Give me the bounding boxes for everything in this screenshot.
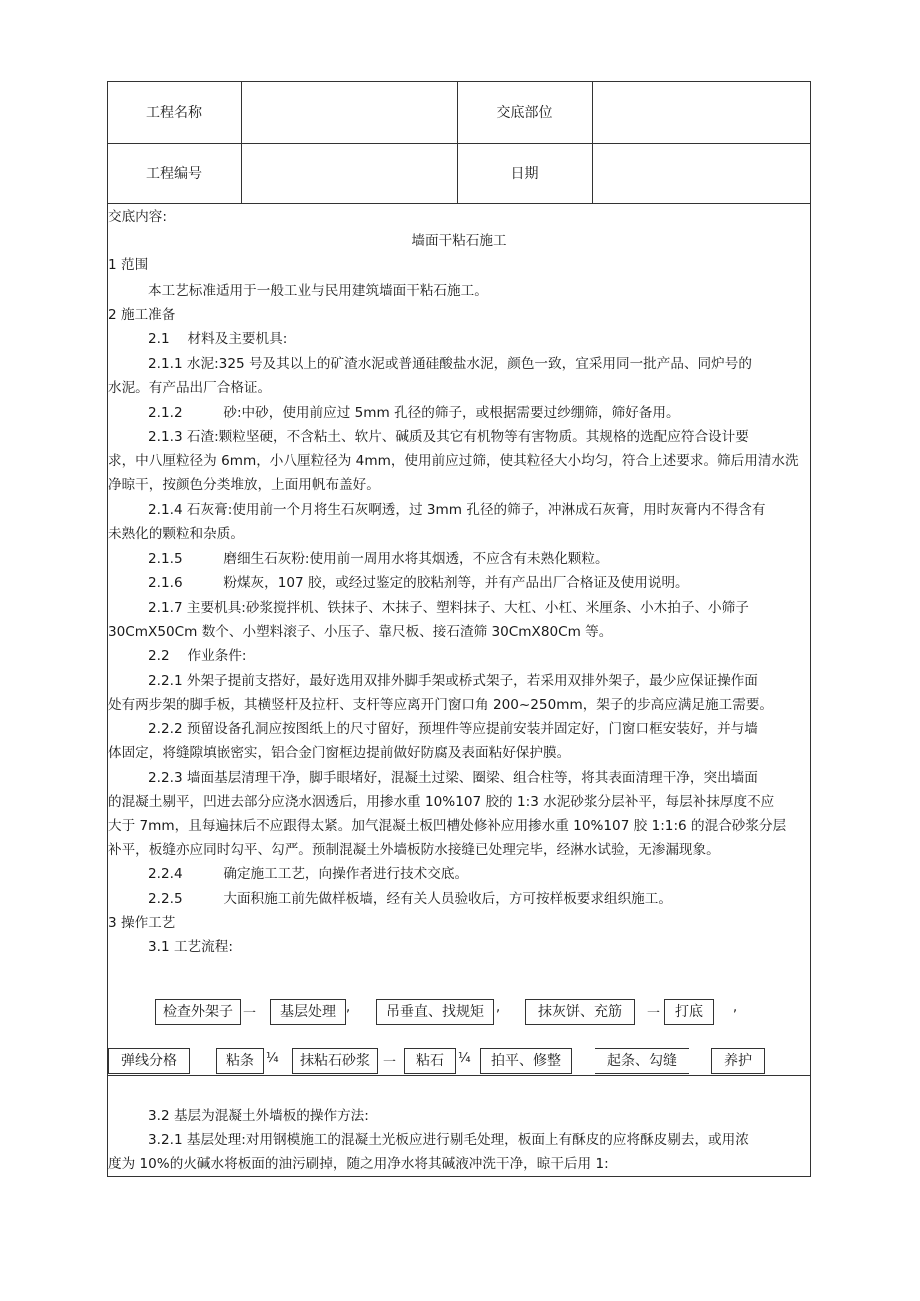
text-line: 2.2.4 确定施工工艺，向操作者进行技术交底。 [148,866,469,882]
text-line: 体固定，将缝隙填嵌密实，铝合金门窗框边提前做好防腐及表面粘好保护膜。 [108,745,571,761]
header-col-line-1 [241,81,242,203]
text-line: 的混凝土剔平，凹进去部分应浇水洇透后，用掺水重 10%107 胶的 1:3 水泥砂浆分层补平，每层补抹厚度不应 [108,794,775,810]
text-line: 未熟化的颗粒和杂质。 [108,526,244,542]
document-title: 墙面干粘石施工 [411,233,507,249]
text-line: 3.1 工艺流程: [148,939,233,955]
text-line: 求，中八厘粒径为 6mm，小八厘粒径为 4mm，使用前应过筛，使其粒径大小均匀，符合上述要求。筛后用清水洗 [108,453,799,469]
text-line: 2.1.2 砂:中砂，使用前应过 5mm 孔径的筛子，或根据需要过纱绷筛，筛好备用。 [148,405,680,421]
flow-step-remove-strips-joint: 起条、勾缝 [595,1048,689,1074]
flow-step-plumb-square: 吊垂直、找规矩 [376,999,494,1025]
text-line: 2.1.6 粉煤灰，107 胶，或经过鉴定的胶粘剂等，并有产品出厂合格证及使用说明。 [148,575,689,591]
header-bottom-line [107,203,811,204]
text-line: 3.2.1 基层处理:对用钢模施工的混凝土光板应进行剔毛处理，板面上有酥皮的应将酥皮剔去，或用浓 [148,1132,749,1148]
text-line: 2.1.4 石灰膏:使用前一个月将生石灰啊透，过 3mm 孔径的筛子，冲淋成石灰膏，用时灰膏内不得含有 [148,502,766,518]
flow-step-stick-strips: 粘条 [216,1048,264,1074]
project-name-label: 工程名称 [146,105,202,121]
text-line: 2.1.5 磨细生石灰粉:使用前一周用水将其烟透，不应含有未熟化颗粒。 [148,551,609,567]
content-intro: 交底内容: [108,209,167,225]
text-line: 30CmX50Cm 数个、小塑料滚子、小压子、靠尺板、接石渣筛 30CmX80Cm 等。 [108,624,613,640]
flow-section-divider [107,1075,811,1076]
flow-connector: ¼ [266,1051,279,1066]
header-divider [107,143,811,144]
text-line: 处有两步架的脚手板，其横竖杆及拉杆、支杆等应离开门窗口角 200~250mm，架子的步高应满足施工需要。 [108,697,774,713]
text-line: 2.2.3 墙面基层清理干净，脚手眼堵好，混凝土过梁、圈梁、组合柱等，将其表面清理干净，突出墙面 [148,770,758,786]
flow-step-curing: 养护 [711,1048,765,1074]
flow-step-flatten-trim: 拍平、修整 [480,1048,572,1074]
flow-connector: 一 [383,1055,397,1070]
flow-connector: , [346,1000,351,1015]
flow-step-base-treatment: 基层处理 [270,999,346,1025]
text-line: 2.1.7 主要机具:砂浆搅拌机、铁抹子、木抹子、塑料抹子、大杠、小杠、米厘条、小木拍子、小筛子 [148,600,749,616]
flow-connector: 一 [647,1006,661,1021]
header-col-line-3 [592,81,593,203]
header-col-line-2 [457,81,458,203]
text-line: 2.1.1 水泥:325 号及其以上的矿渣水泥或普通硅酸盐水泥，颜色一致，宜采用同一批产品、同炉号的 [148,356,752,372]
flow-step-base-coat: 打底 [664,999,714,1025]
text-line: 本工艺标准适用于一般工业与民用建筑墙面干粘石施工。 [148,283,488,299]
text-line: 净晾干，按颜色分类堆放，上面用帆布盖好。 [108,477,380,493]
text-line: 2.1.3 石渣:颗粒坚硬，不含粘土、软片、碱质及其它有机物等有害物质。其规格的选配应符合设计要 [148,429,749,445]
text-line: 3.2 基层为混凝土外墙板的操作方法: [148,1108,369,1124]
text-line: 2.2 作业条件: [148,648,247,664]
project-no-label: 工程编号 [146,166,202,182]
text-line: 2 施工准备 [108,307,176,323]
text-line: 2.1 材料及主要机具: [148,331,288,347]
flow-step-plaster-ribs: 抹灰饼、充筋 [525,999,635,1025]
text-line: 2.2.5 大面积施工前先做样板墙，经有关人员验收后，方可按样板要求组织施工。 [148,891,672,907]
text-line: 大于 7mm，且每遍抹后不应跟得太紧。加气混凝土板凹槽处修补应用掺水重 10%107 胶 1:1:6 的混合砂浆分层 [108,818,787,834]
handover-part-label: 交底部位 [496,105,553,121]
flow-step-snap-lines: 弹线分格 [108,1048,190,1074]
flow-step-stone-mortar: 抹粘石砂浆 [292,1048,378,1074]
text-line: 1 范围 [108,257,149,273]
text-line: 水泥。有产品出厂合格证。 [108,380,272,396]
text-line: 3 操作工艺 [108,915,176,931]
text-line: 度为 10%的火碱水将板面的油污刷掉，随之用净水将其碱液冲洗干净，晾干后用 1: [108,1156,609,1172]
flow-step-stick-stone: 粘石 [404,1048,456,1074]
flow-connector: , [496,1000,501,1015]
text-line: 2.2.2 预留设备孔洞应按图纸上的尺寸留好，预埋件等应提前安装并固定好，门窗口框安装好，并与墙 [148,721,758,737]
flow-connector: 一 [243,1006,257,1021]
flow-step-check-scaffold: 检查外架子 [155,999,241,1025]
text-line: 补平，板缝亦应同时勾平、勾严。预制混凝土外墙板防水接缝已处理完毕，经淋水试验，无渗漏现象。 [108,842,720,858]
text-line: 2.2.1 外架子提前支搭好，最好选用双排外脚手架或桥式架子，若采用双排外架子，最少应保证操作面 [148,673,758,689]
flow-connector: ¼ [458,1051,471,1066]
date-label: 日期 [510,166,539,182]
flow-connector: , [733,1000,738,1015]
